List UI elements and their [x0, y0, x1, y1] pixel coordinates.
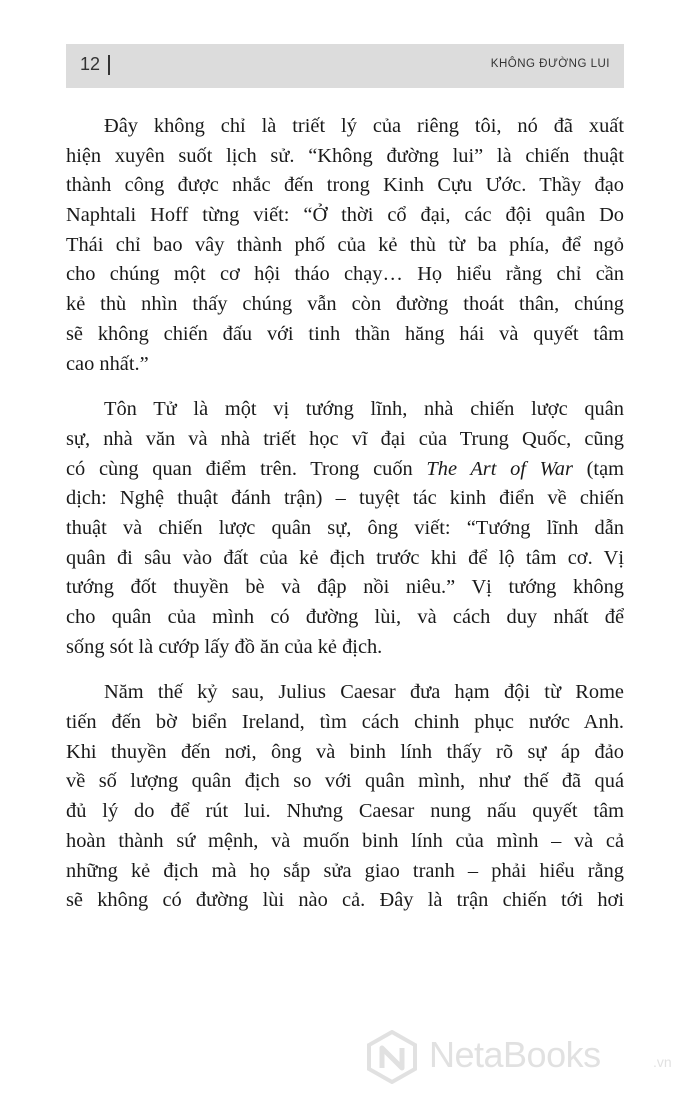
text-line: hiện xuyên suốt lịch sử. “Không đường lui” là chiến thuật — [66, 144, 624, 167]
watermark-brand: NetaBooks — [429, 1034, 601, 1075]
text-line: quân đi sâu vào đất của kẻ địch trước khi để lộ tâm cơ. Vị — [66, 546, 624, 569]
text-line: thuật và chiến lược quân sự, ông viết: “Tướng lĩnh dẫn — [66, 516, 624, 539]
text-line: những kẻ địch mà họ sắp sửa giao tranh – phải hiểu rằng — [66, 859, 624, 882]
text-segment: có cùng quan điểm trên. Trong cuốn — [66, 457, 427, 480]
text-line: Đây không chỉ là triết lý của riêng tôi, nó đã xuất — [104, 115, 624, 137]
paragraph-3 — [66, 678, 624, 916]
text-line: dịch: Nghệ thuật đánh trận) – tuyệt tác kinh điển về chiến — [66, 487, 624, 510]
text-line: sự, nhà văn và nhà triết học vĩ đại của Trung Quốc, cũng — [66, 427, 624, 450]
header-divider — [108, 55, 110, 75]
paragraph-2 — [66, 395, 624, 662]
text-line: Năm thế kỷ sau, Julius Caesar đưa hạm đội từ Rome — [104, 681, 624, 704]
text-line: Tôn Tử là một vị tướng lĩnh, nhà chiến lược quân — [104, 398, 624, 421]
text-line: sẽ không chiến đấu với tinh thần hăng hái và quyết tâm — [66, 322, 624, 345]
running-head-title: KHÔNG ĐƯỜNG LUI — [490, 58, 610, 70]
text-line: cho quân của mình có đường lùi, và cách duy nhất để — [66, 606, 624, 628]
text-line: thành công được nhắc đến trong Kinh Cựu Ước. Thầy đạo — [66, 174, 624, 197]
text-line: tiến đến bờ biển Ireland, tìm cách chinh phục nước Anh. — [66, 711, 624, 734]
netabooks-logo-icon — [365, 1030, 419, 1089]
text-segment: (tạm — [572, 457, 624, 480]
page-number: 12 — [80, 54, 101, 74]
text-line: đủ lý do để rút lui. Nhưng Caesar nung nấu quyết tâm — [66, 800, 624, 823]
text-line: cao nhất.” — [66, 352, 149, 375]
paragraph-1 — [66, 112, 624, 379]
text-line-with-title — [66, 455, 624, 485]
text-line: kẻ thù nhìn thấy chúng vẫn còn đường thoát thân, chúng — [66, 293, 624, 316]
text-line: hoàn thành sứ mệnh, và muốn binh lính của mình – và cả — [66, 829, 624, 852]
watermark — [365, 1026, 685, 1086]
text-line: về số lượng quân địch so với quân mình, như thế đã quá — [66, 770, 624, 793]
text-line: Khi thuyền đến nơi, ông và binh lính thấy rõ sự áp đảo — [66, 740, 624, 763]
text-line: tướng đốt thuyền bè và đập nồi niêu.” Vị tướng không — [66, 576, 624, 599]
watermark-suffix: .vn — [653, 1054, 672, 1070]
text-line: Naphtali Hoff từng viết: “Ở thời cổ đại, các đội quân Do — [66, 204, 624, 227]
text-line: cho chúng một cơ hội tháo chạy… Họ hiểu rằng chỉ cần — [66, 263, 624, 286]
body-text — [66, 112, 624, 932]
text-line: Thái chỉ bao vây thành phố của kẻ thù từ ba phía, để ngỏ — [66, 233, 624, 256]
book-title: The Art of War — [426, 457, 573, 480]
text-line: sống sót là cướp lấy đồ ăn của kẻ địch. — [66, 635, 383, 658]
text-line: sẽ không có đường lùi nào cả. Đây là trận chiến tới hơi — [66, 889, 624, 912]
running-header — [66, 44, 624, 88]
